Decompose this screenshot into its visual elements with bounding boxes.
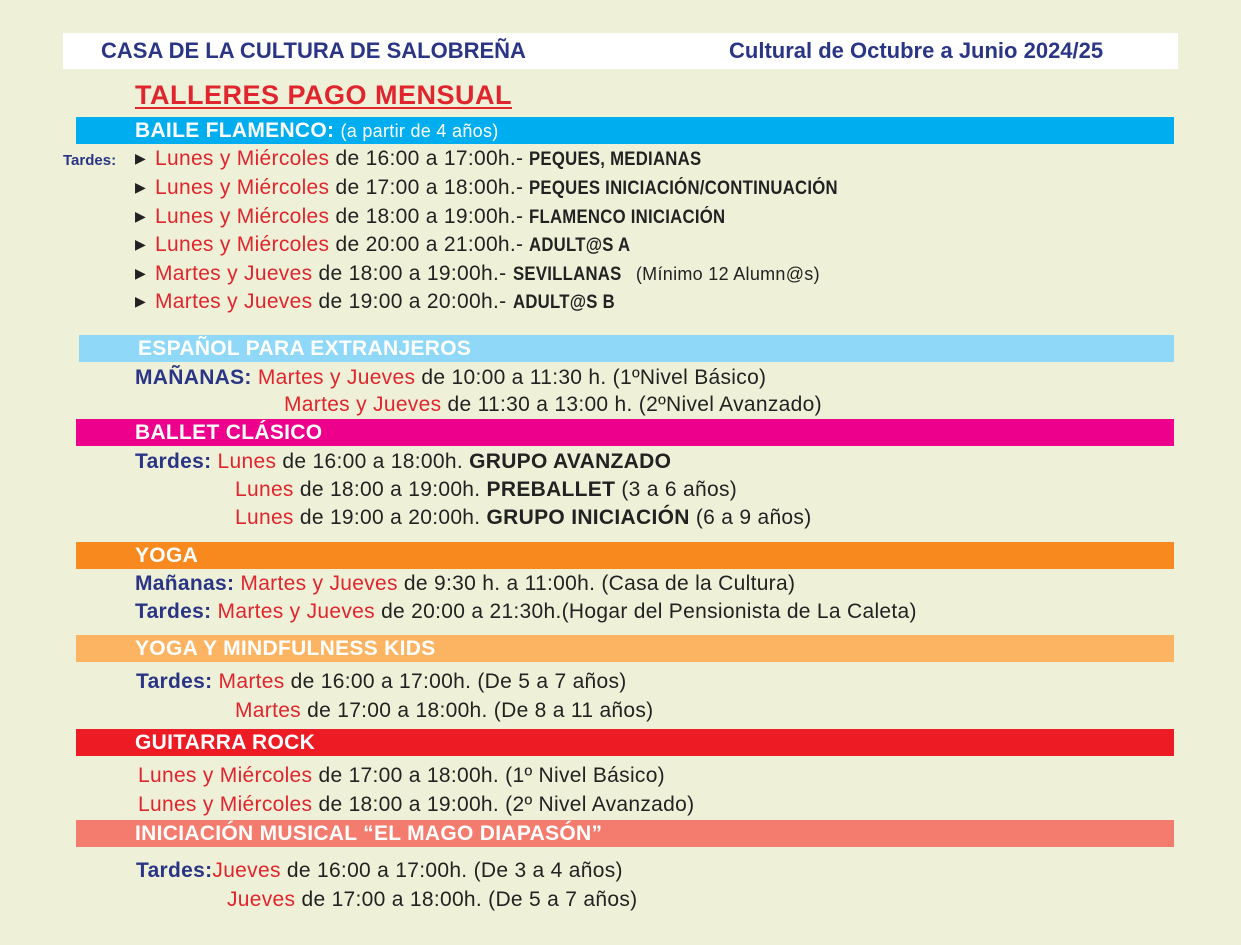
schedule-label: Tardes:	[136, 670, 213, 693]
list-item: MAÑANAS: Martes y Jueves de 10:00 a 11:30 h. (1ºNivel Básico)	[135, 366, 767, 389]
list-item: Lunes y Miércoles de 18:00 a 19:00h. (2º Nivel Avanzado)	[138, 793, 695, 816]
schedule-label: Tardes:	[136, 859, 213, 882]
list-item: ▶ Martes y Jueves de 19:00 a 20:00h.- ADULT@S B	[135, 290, 615, 313]
list-item: ▶ Lunes y Miércoles de 17:00 a 18:00h.- PEQUES INICIACIÓN/CONTINUACIÓN	[135, 176, 839, 199]
schedule-label: Tardes:	[135, 450, 212, 473]
section-bar-flamenco	[76, 117, 1174, 144]
list-item: ▶ Martes y Jueves de 18:00 a 19:00h.- SEVILLANAS(Mínimo 12 Alumn@s)	[135, 262, 820, 285]
section-note-flamenco: (a partir de 4 años)	[340, 121, 499, 141]
page-title: TALLERES PAGO MENSUAL	[135, 80, 513, 110]
section-title-flamenco: BAILE FLAMENCO:	[135, 119, 335, 142]
section-bar-yoga-kids	[76, 635, 1174, 662]
list-item: ▶ Lunes y Miércoles de 18:00 a 19:00h.- FLAMENCO INICIACIÓN	[135, 205, 726, 228]
header-season: Cultural de Octubre a Junio 2024/25	[729, 38, 1104, 63]
list-item: ▶ Lunes y Miércoles de 16:00 a 17:00h.- PEQUES, MEDIANAS	[135, 147, 702, 170]
list-item: Tardes: Lunes de 16:00 a 18:00h. GRUPO AVANZADO	[135, 450, 672, 473]
bullet-arrow-icon: ▶	[135, 179, 147, 195]
list-item: Tardes: Martes de 16:00 a 17:00h. (De 5 a 7 años)	[136, 670, 627, 693]
list-item: Lunes de 19:00 a 20:00h. GRUPO INICIACIÓN (6 a 9 años)	[235, 506, 812, 529]
list-item: Lunes de 18:00 a 19:00h. PREBALLET (3 a 6 años)	[235, 478, 738, 501]
schedule-label: MAÑANAS:	[135, 366, 252, 389]
section-bar-yoga	[76, 542, 1174, 569]
bullet-arrow-icon: ▶	[135, 150, 147, 166]
section-title-espanol: ESPAÑOL PARA EXTRANJEROS	[138, 337, 472, 360]
section-bar-espanol	[79, 335, 1174, 362]
section-title-guitarra: GUITARRA ROCK	[135, 731, 316, 754]
list-item: Lunes y Miércoles de 17:00 a 18:00h. (1º Nivel Básico)	[138, 764, 665, 787]
schedule-label-tardes: Tardes:	[63, 152, 117, 169]
section-title-yoga: YOGA	[135, 544, 199, 567]
section-bar-musical	[76, 820, 1174, 847]
list-item: Mañanas: Martes y Jueves de 9:30 h. a 11:00h. (Casa de la Cultura)	[135, 572, 796, 595]
list-item: Tardes: Martes y Jueves de 20:00 a 21:30h.(Hogar del Pensionista de La Caleta)	[135, 600, 917, 623]
section-bar-guitarra	[76, 729, 1174, 756]
bullet-arrow-icon: ▶	[135, 208, 147, 224]
section-bar-ballet	[76, 419, 1174, 446]
list-item: Martes y Jueves de 11:30 a 13:00 h. (2ºNivel Avanzado)	[284, 393, 822, 416]
bullet-arrow-icon: ▶	[135, 293, 147, 309]
bullet-arrow-icon: ▶	[135, 265, 147, 281]
header-institution: CASA DE LA CULTURA DE SALOBREÑA	[101, 38, 526, 63]
schedule-label: Mañanas:	[135, 572, 235, 595]
section-title-musical: INICIACIÓN MUSICAL “EL MAGO DIAPASÓN”	[135, 822, 603, 845]
section-title-ballet: BALLET CLÁSICO	[135, 421, 323, 444]
schedule-label: Tardes:	[135, 600, 212, 623]
list-item: ▶ Lunes y Miércoles de 20:00 a 21:00h.- ADULT@S A	[135, 233, 631, 256]
list-item: Tardes:Jueves de 16:00 a 17:00h. (De 3 a 4 años)	[136, 859, 623, 882]
bullet-arrow-icon: ▶	[135, 236, 147, 252]
section-title-yoga-kids: YOGA Y MINDFULNESS KIDS	[135, 637, 436, 660]
list-item: Jueves de 17:00 a 18:00h. (De 5 a 7 años)	[227, 888, 638, 911]
list-item: Martes de 17:00 a 18:00h. (De 8 a 11 años)	[235, 699, 654, 722]
